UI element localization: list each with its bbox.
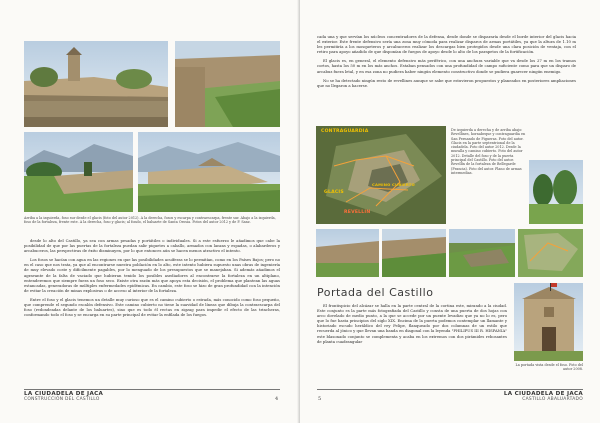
map-label-revellin: REVELLIN — [344, 210, 371, 215]
footer-rule — [317, 389, 583, 390]
map-label-glacis: GLACIS — [324, 190, 344, 195]
right-page — [300, 0, 600, 423]
map-label-contraguardia: CONTRAGUARDIA — [321, 129, 369, 134]
paragraph: Entre el foso y el glacis tenemos un detalle muy curioso que es el camino cubierto o estrada, más conocido como foso pequeño, que comprende el segundo escalón defensivo. Este camino cubierto no tiene la suavidad de líneas que dibuja la contraescarpa del foso (redondeadas delante de los baluartes), sino que es todo él rectas en zigzag para impedir el efecto de las trincheras, conformando todo el foso y se encarga en su parte principal de evitar la enfilada de los fuegos. — [24, 296, 280, 318]
paragraph: cada una y que servían los núcleos concentradores de la defensa, desde donde se dispararía desde el borde interior del glacis hacia el exterior. Este frente defensivo sería una zona muy cómoda para realizar disparos de armas portátiles, ya que la altura de 1.10 m les permitiría a los mosqueteros y arcabuceros realizar los descargas bien protegidos desde una clara posición de ventaja, con el retiro para apoyo añadido de que disponían de fuegos de apoyo desde lo alto de los parapetos de la fortificación. — [317, 34, 576, 55]
paragraph: desde lo alto del Castillo, ya sea con armas pesadas y portátiles o individuales. Si a este esfuerzo le añadimos que cabe la posibilidad de que por las puertas de la fortaleza puedan salir piquetes a caballo, armados con lanzas y espadas, o alabarderos y arcabuceros, las perspectivas de éxito disminuyen, por lo que entonces aún se hacen menos atractivo el intento. — [24, 238, 280, 254]
photo-aerial-fortifications — [316, 126, 446, 224]
footer-subtitle: CASTILLO ABALUARTADO — [522, 397, 583, 402]
left-footer — [24, 391, 103, 402]
map-caption: De izquierda a derecha y de arriba abajo: Revellines, hornabeque y contraguardia en San Fernando de Figueras. Foto del autor. Glacis en la parte septentrional de la ciudadela. Foto del autor 2012. Desde la muralla y camino cubierto. Foto del autor 2012. Detalle del foso y de la puerta principal del Castillo. Foto del autor. Revellín de la fortaleza de Bellegarde (Francia). Foto del autor. Plano de armas intermedias. — [451, 128, 526, 175]
paragraph: No se ha detectado ningún resto de revellines aunque se sabe que estuvieron propuestos y planeados en posteriores ampliaciones que no llegaron a hacerse. — [317, 77, 576, 88]
photo-plan-detail — [518, 229, 583, 277]
paragraph: El frontispicio del alcázar se halla en la parte central de la cortina este, mirando a la ciudad. Este conjunto es la parte más fotografiada del Castillo y consta de una puerta de dos hojas con arco dovelado de medio punto, a la que se accede por un puente levadizo que ya no lo es, pero que lo fue hasta principios del siglo XIX. Encima de la puerta podemos contemplar un llamante y historiado escudo heráldico del rey Felipe, flanqueado por dos columnas de un estilo que recuerda al jónico y que llevan una banda en diagonal con la leyenda "PHILIPUS III R. HISPANIA" este blasonado conjunto se complementa y acaba en los extremos con dos pirámides rebosantes de planta cuadrangular — [317, 303, 507, 344]
photo-glacis-trees — [529, 160, 583, 224]
page-number: 5 — [318, 396, 322, 402]
right-footer — [504, 391, 583, 402]
section-title: Portada del Castillo — [317, 286, 434, 299]
map-label-camino-cubierto: CAMINO CUBIERTO — [372, 182, 415, 187]
right-intro-text — [317, 34, 576, 88]
section-body-text — [317, 303, 507, 344]
left-body-text — [24, 238, 280, 317]
footer-title: LA CIUDADELA DE JACA — [503, 391, 583, 397]
footer-rule — [24, 389, 280, 390]
photo-castle-gate — [514, 283, 583, 361]
portada-caption: La portada vista desde el foso. Foto del autor 2008. — [515, 363, 583, 372]
footer-subtitle: CONSTRUCCIÓN DEL CASTILLO — [24, 397, 100, 402]
photo-castle-walls — [24, 41, 168, 127]
photo-wall-walkway — [316, 229, 379, 277]
paragraph: El glacis es, en general, el elemento defensivo más periférico, con una anchura variable que va desde los 27 m en los tramos cortos, hasta los 50 m en los más anchos. Estaban pensados con una profundidad de campo suficiente como para que un disparo de arcabuz fuera letal, y en esa zona no pudiera haber ningún elemento constructivo donde se pudiera guarecer ningún enemigo. — [317, 58, 576, 74]
paragraph: Los fosos se hacían con agua en las regiones en que las posibilidades acuíferas se lo permitían, como en los Países Bajos; pero no en el caso que nos trata, ya que al encontrarse nuestra población en lo alto, este intento hubiera supuesto unas obras de ingeniería de muy elevado coste y difícilmente pagables, por lo menguado de los presupuestos que se manejaban. Si además añadimos el agravante de la falta de vaciado que hubieran tenido los posibles asediadores al encontrarse la fortaleza en un altiplano, entenderemos que siempre fuera un foso seco. Existe otra razón más que apoya esta decisión, el problema que plantean las aguas estancadas, generadoras de múltiples enfermedades epidémicas. En cambio, este foso se hizo de gran profundidad con la intención de evitar la creación de minas explosivas o de acceso al interior de la fortaleza. — [24, 257, 280, 293]
photo-moat-mountains — [24, 132, 133, 212]
page-number: 4 — [275, 396, 279, 402]
left-photo-caption: Arriba a la izquierda, foso sur desde el glacis (foto del autor 2012). A la derecha, fosos y escarpa y contraescarpa, frente sur. Abajo a la izquierda, foso de la fortaleza, frente este. A la derecha, foso y glacis; al fondo, el baluarte de Santa Orosia. Fotos del autor 2012 y de F. Sanz. — [24, 216, 276, 225]
photo-revellin-bellegarde — [449, 229, 515, 277]
photo-moat-detail — [382, 229, 446, 277]
footer-title: LA CIUDADELA DE JACA — [24, 391, 104, 397]
photo-bastion-corner — [138, 132, 280, 212]
photo-moat-green — [175, 41, 280, 127]
